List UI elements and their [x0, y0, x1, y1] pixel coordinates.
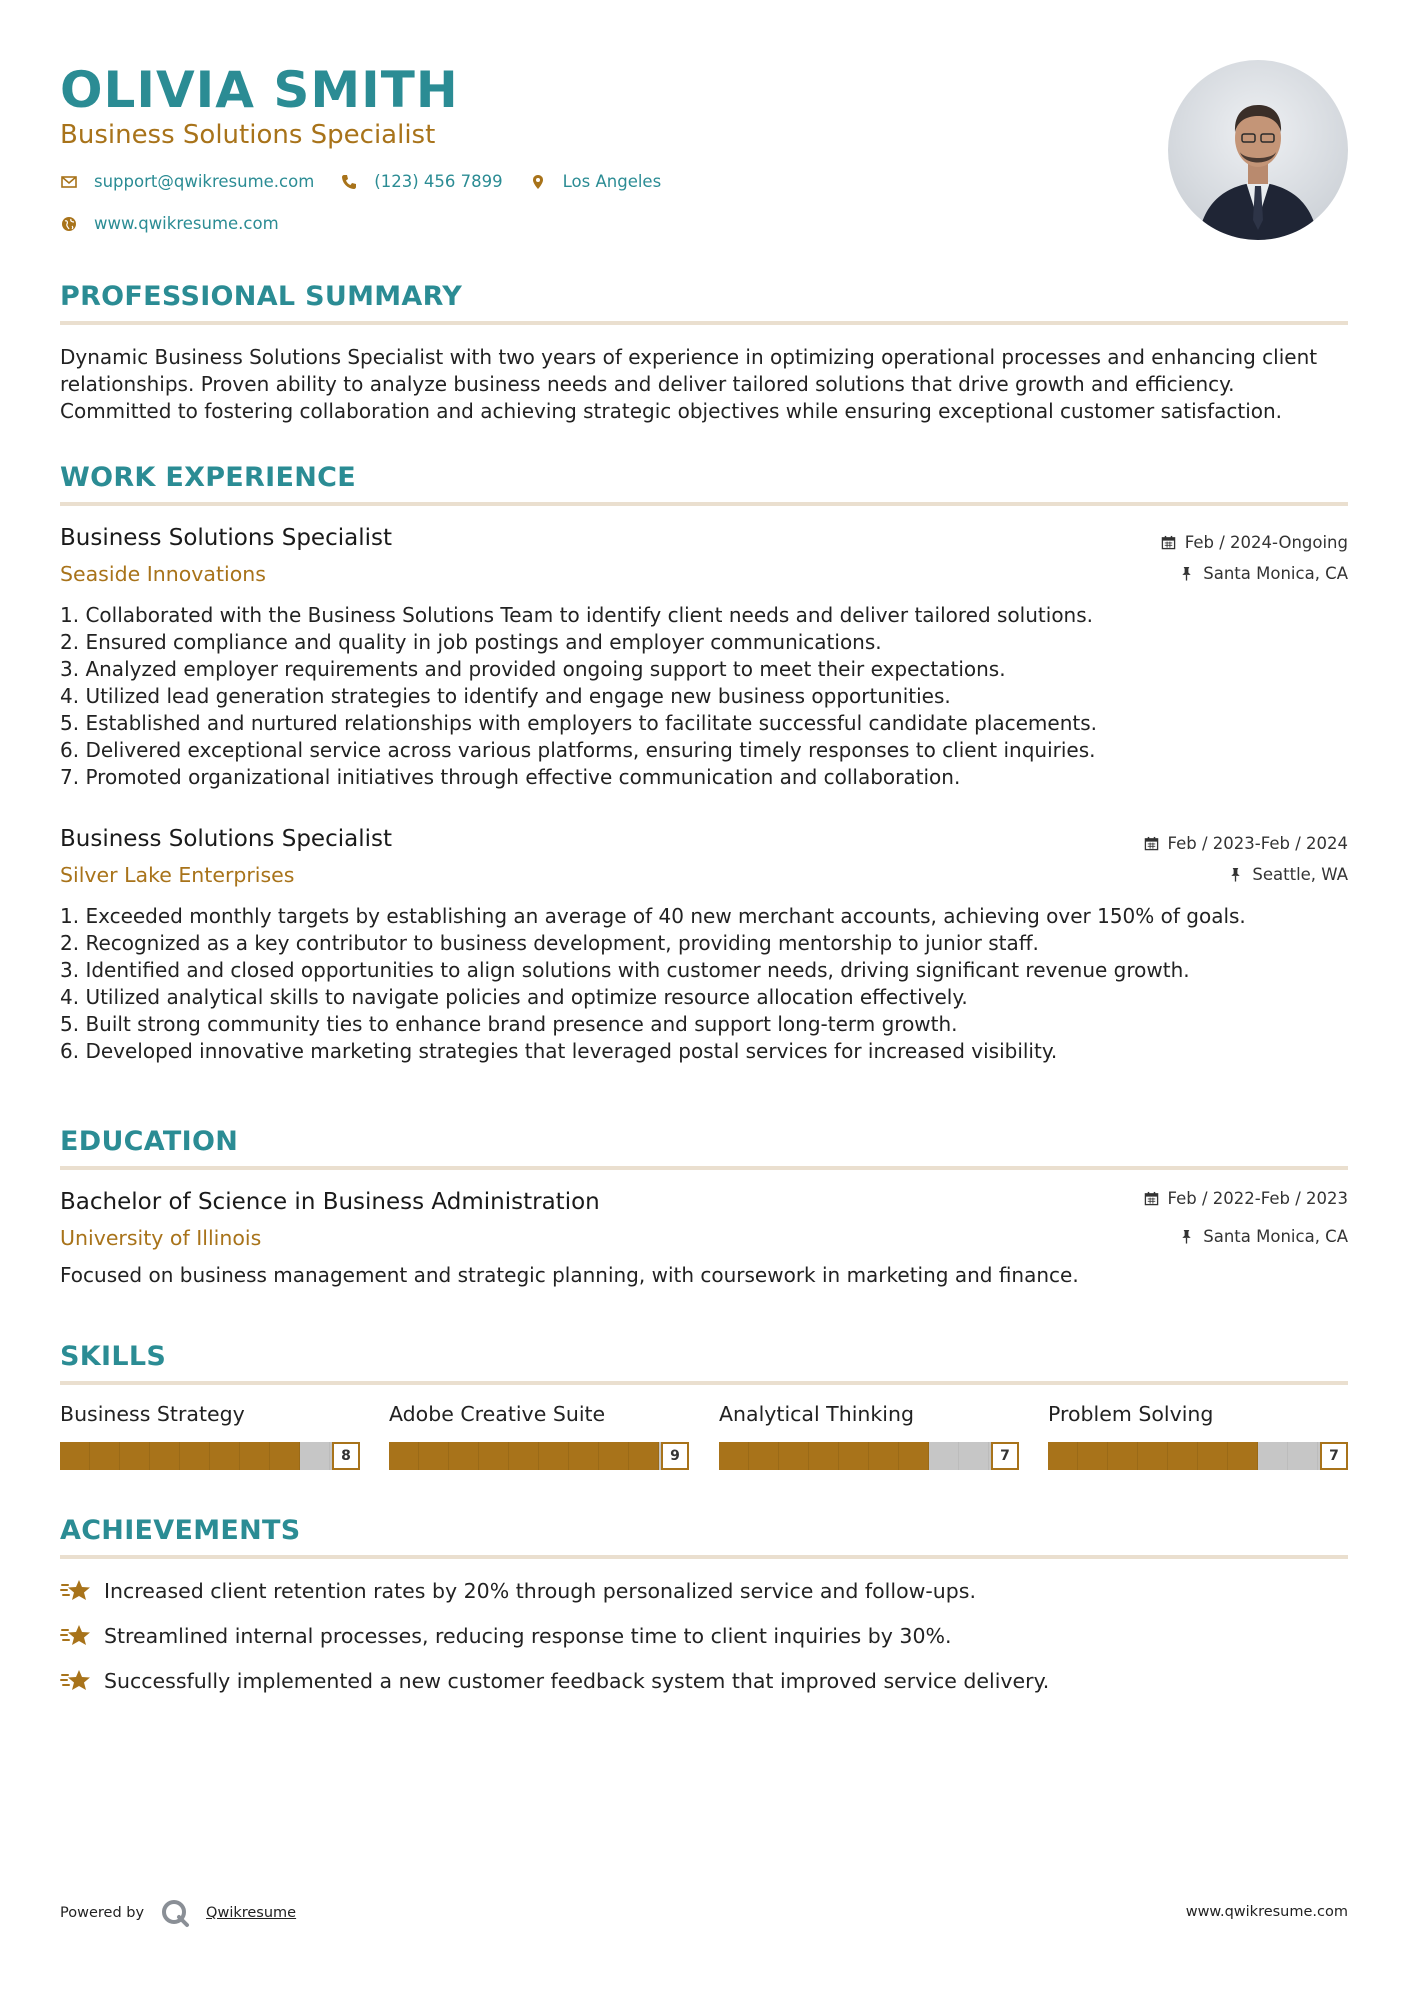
calendar-icon — [1161, 535, 1177, 551]
job-company: Seaside Innovations — [60, 562, 266, 586]
skill-bar-segment — [270, 1442, 300, 1470]
job-title: Business Solutions Specialist — [60, 525, 392, 551]
phone-text: (123) 456 7899 — [374, 172, 503, 191]
list-item: 7. Promoted organizational initiatives through effective communication and collaboration. — [60, 765, 961, 789]
avatar — [1168, 60, 1348, 240]
candidate-name: OLIVIA SMITH — [60, 61, 459, 119]
skill-name: Analytical Thinking — [719, 1402, 914, 1426]
footer-website[interactable]: www.qwikresume.com — [1185, 1904, 1348, 1920]
job-location — [1179, 563, 1348, 585]
achievement-item — [60, 1667, 1049, 1695]
section-divider — [60, 321, 1348, 325]
job-dates-text: Feb / 2024-Ongoing — [1184, 533, 1348, 552]
achievements-title: ACHIEVEMENTS — [60, 1515, 301, 1546]
qwikresume-logo-icon — [160, 1898, 190, 1928]
job-title: Business Solutions Specialist — [60, 826, 392, 852]
education-location-text: Santa Monica, CA — [1203, 1227, 1348, 1246]
skill-bar-segment — [1168, 1442, 1198, 1470]
skill-bar-segment — [929, 1442, 959, 1470]
list-item: 2. Ensured compliance and quality in job postings and employer communications. — [60, 630, 882, 654]
achievement-text: Increased client retention rates by 20% through personalized service and follow-ups. — [104, 1579, 976, 1603]
skill-bar-segment — [539, 1442, 569, 1470]
skill-bar — [389, 1442, 689, 1470]
skill-bar-segment — [1138, 1442, 1168, 1470]
education-dates-text: Feb / 2022-Feb / 2023 — [1167, 1189, 1348, 1208]
skill-bar-segment — [210, 1442, 240, 1470]
skill-bar-segment — [180, 1442, 210, 1470]
pushpin-icon — [1228, 867, 1244, 883]
skill-score: 7 — [1320, 1442, 1348, 1470]
skill-item — [389, 1400, 689, 1464]
job-location — [1228, 864, 1348, 886]
skill-name: Adobe Creative Suite — [389, 1402, 606, 1426]
list-item: 3. Identified and closed opportunities to align solutions with customer needs, driving significant revenue growth. — [60, 958, 1190, 982]
contact-website[interactable] — [60, 214, 279, 233]
education-dates — [1144, 1188, 1348, 1210]
list-item: 3. Analyzed employer requirements and provided ongoing support to meet their expectations. — [60, 657, 1006, 681]
list-item: 6. Delivered exceptional service across various platforms, ensuring timely responses to client inquiries. — [60, 738, 1096, 762]
job-location-text: Seattle, WA — [1252, 865, 1348, 884]
globe-icon — [60, 215, 78, 233]
phone-icon — [340, 173, 358, 191]
job-bullets — [60, 602, 1348, 791]
envelope-icon — [60, 173, 78, 191]
skill-bar-segment — [120, 1442, 150, 1470]
skill-item — [1048, 1400, 1348, 1464]
map-pin-icon — [529, 173, 547, 191]
email-text: support@qwikresume.com — [94, 172, 315, 191]
star-award-icon — [60, 1622, 92, 1650]
skill-score: 8 — [332, 1442, 360, 1470]
section-divider — [60, 1555, 1348, 1559]
summary-text: Dynamic Business Solutions Specialist with two years of experience in optimizing operational processes and enhancing client relationships. Proven ability to analyze business needs and deliver tailored solutions that drive growth and efficiency. Committed to fostering collaboration and achieving strategic objectives while ensuring exceptional customer satisfaction. — [60, 345, 1318, 423]
section-divider — [60, 1166, 1348, 1170]
skill-bar-segment — [1048, 1442, 1078, 1470]
skill-bar — [719, 1442, 1019, 1470]
achievement-text: Successfully implemented a new customer feedback system that improved service delivery. — [104, 1669, 1050, 1693]
education-location — [1179, 1226, 1348, 1248]
contact-row-web — [60, 214, 305, 233]
experience-title: WORK EXPERIENCE — [60, 462, 356, 493]
skill-name: Business Strategy — [60, 1402, 245, 1426]
job-bullets — [60, 903, 1348, 1065]
location-text: Los Angeles — [562, 172, 662, 191]
skill-bar-segment — [629, 1442, 659, 1470]
skill-score: 9 — [661, 1442, 689, 1470]
education-description: Focused on business management and strategic planning, with coursework in marketing and finance. — [60, 1263, 1079, 1287]
portrait-illustration — [1168, 60, 1348, 240]
calendar-icon — [1144, 1191, 1160, 1207]
powered-by-text: Powered by — [60, 1905, 145, 1921]
job-dates — [1161, 532, 1348, 554]
skill-name: Problem Solving — [1048, 1402, 1214, 1426]
skill-bar-segment — [90, 1442, 120, 1470]
list-item: 4. Utilized lead generation strategies to identify and engage new business opportunities. — [60, 684, 951, 708]
list-item: 1. Exceeded monthly targets by establishing an average of 40 new merchant accounts, achieving over 150% of goals. — [60, 904, 1246, 928]
skill-bar — [60, 1442, 360, 1470]
skill-bar-segment — [449, 1442, 479, 1470]
skill-bar-segment — [1228, 1442, 1258, 1470]
skill-bar-segment — [389, 1442, 419, 1470]
skill-bar-segment — [150, 1442, 180, 1470]
skill-bar-segment — [1108, 1442, 1138, 1470]
list-item: 6. Developed innovative marketing strategies that leveraged postal services for increased visibility. — [60, 1039, 1058, 1063]
job-dates — [1144, 833, 1348, 855]
pushpin-icon — [1179, 1229, 1195, 1245]
section-divider — [60, 1381, 1348, 1385]
skill-bar-segment — [869, 1442, 899, 1470]
education-title: EDUCATION — [60, 1126, 239, 1157]
school-name: University of Illinois — [60, 1226, 262, 1250]
achievement-text: Streamlined internal processes, reducing response time to client inquiries by 30%. — [104, 1624, 952, 1648]
contact-phone[interactable] — [340, 172, 502, 191]
degree-title: Bachelor of Science in Business Administration — [60, 1189, 600, 1215]
list-item: 5. Established and nurtured relationships with employers to facilitate successful candidate placements. — [60, 711, 1098, 735]
job-dates-text: Feb / 2023-Feb / 2024 — [1167, 834, 1348, 853]
skill-bar-segment — [899, 1442, 929, 1470]
calendar-icon — [1144, 836, 1160, 852]
pushpin-icon — [1179, 566, 1195, 582]
list-item: 1. Collaborated with the Business Solutions Team to identify client needs and deliver tailored solutions. — [60, 603, 1094, 627]
star-award-icon — [60, 1667, 92, 1695]
star-award-icon — [60, 1577, 92, 1605]
job-location-text: Santa Monica, CA — [1203, 564, 1348, 583]
summary-title: PROFESSIONAL SUMMARY — [60, 281, 463, 312]
skill-bar-segment — [569, 1442, 599, 1470]
qwikresume-link[interactable]: Qwikresume — [206, 1905, 297, 1921]
skill-bar-segment — [749, 1442, 779, 1470]
contact-email[interactable] — [60, 172, 314, 191]
skill-bar-segment — [1198, 1442, 1228, 1470]
skill-bar — [1048, 1442, 1348, 1470]
website-text: www.qwikresume.com — [94, 214, 279, 233]
candidate-role: Business Solutions Specialist — [60, 120, 436, 150]
skill-item — [719, 1400, 1019, 1464]
skill-bar-segment — [509, 1442, 539, 1470]
skill-bar-segment — [1288, 1442, 1318, 1470]
list-item: 5. Built strong community ties to enhance brand presence and support long-term growth. — [60, 1012, 958, 1036]
skill-bar-segment — [240, 1442, 270, 1470]
contact-row — [60, 172, 687, 191]
job-company: Silver Lake Enterprises — [60, 863, 295, 887]
skill-item — [60, 1400, 360, 1464]
skill-bar-segment — [60, 1442, 90, 1470]
section-divider — [60, 502, 1348, 506]
skill-bar-segment — [1078, 1442, 1108, 1470]
skills-title: SKILLS — [60, 1341, 167, 1372]
skill-bar-segment — [419, 1442, 449, 1470]
skill-bar-segment — [599, 1442, 629, 1470]
skill-bar-segment — [300, 1442, 330, 1470]
achievement-item — [60, 1622, 952, 1650]
list-item: 4. Utilized analytical skills to navigate policies and optimize resource allocation effectively. — [60, 985, 968, 1009]
contact-location — [529, 172, 662, 191]
skill-bar-segment — [839, 1442, 869, 1470]
skill-score: 7 — [991, 1442, 1019, 1470]
skill-bar-segment — [779, 1442, 809, 1470]
skill-bar-segment — [809, 1442, 839, 1470]
skill-bar-segment — [959, 1442, 989, 1470]
skill-bar-segment — [1258, 1442, 1288, 1470]
footer-powered-by — [60, 1898, 296, 1928]
resume-page — [60, 0, 1348, 1990]
skill-bar-segment — [479, 1442, 509, 1470]
list-item: 2. Recognized as a key contributor to business development, providing mentorship to junior staff. — [60, 931, 1039, 955]
achievement-item — [60, 1577, 976, 1605]
skill-bar-segment — [719, 1442, 749, 1470]
